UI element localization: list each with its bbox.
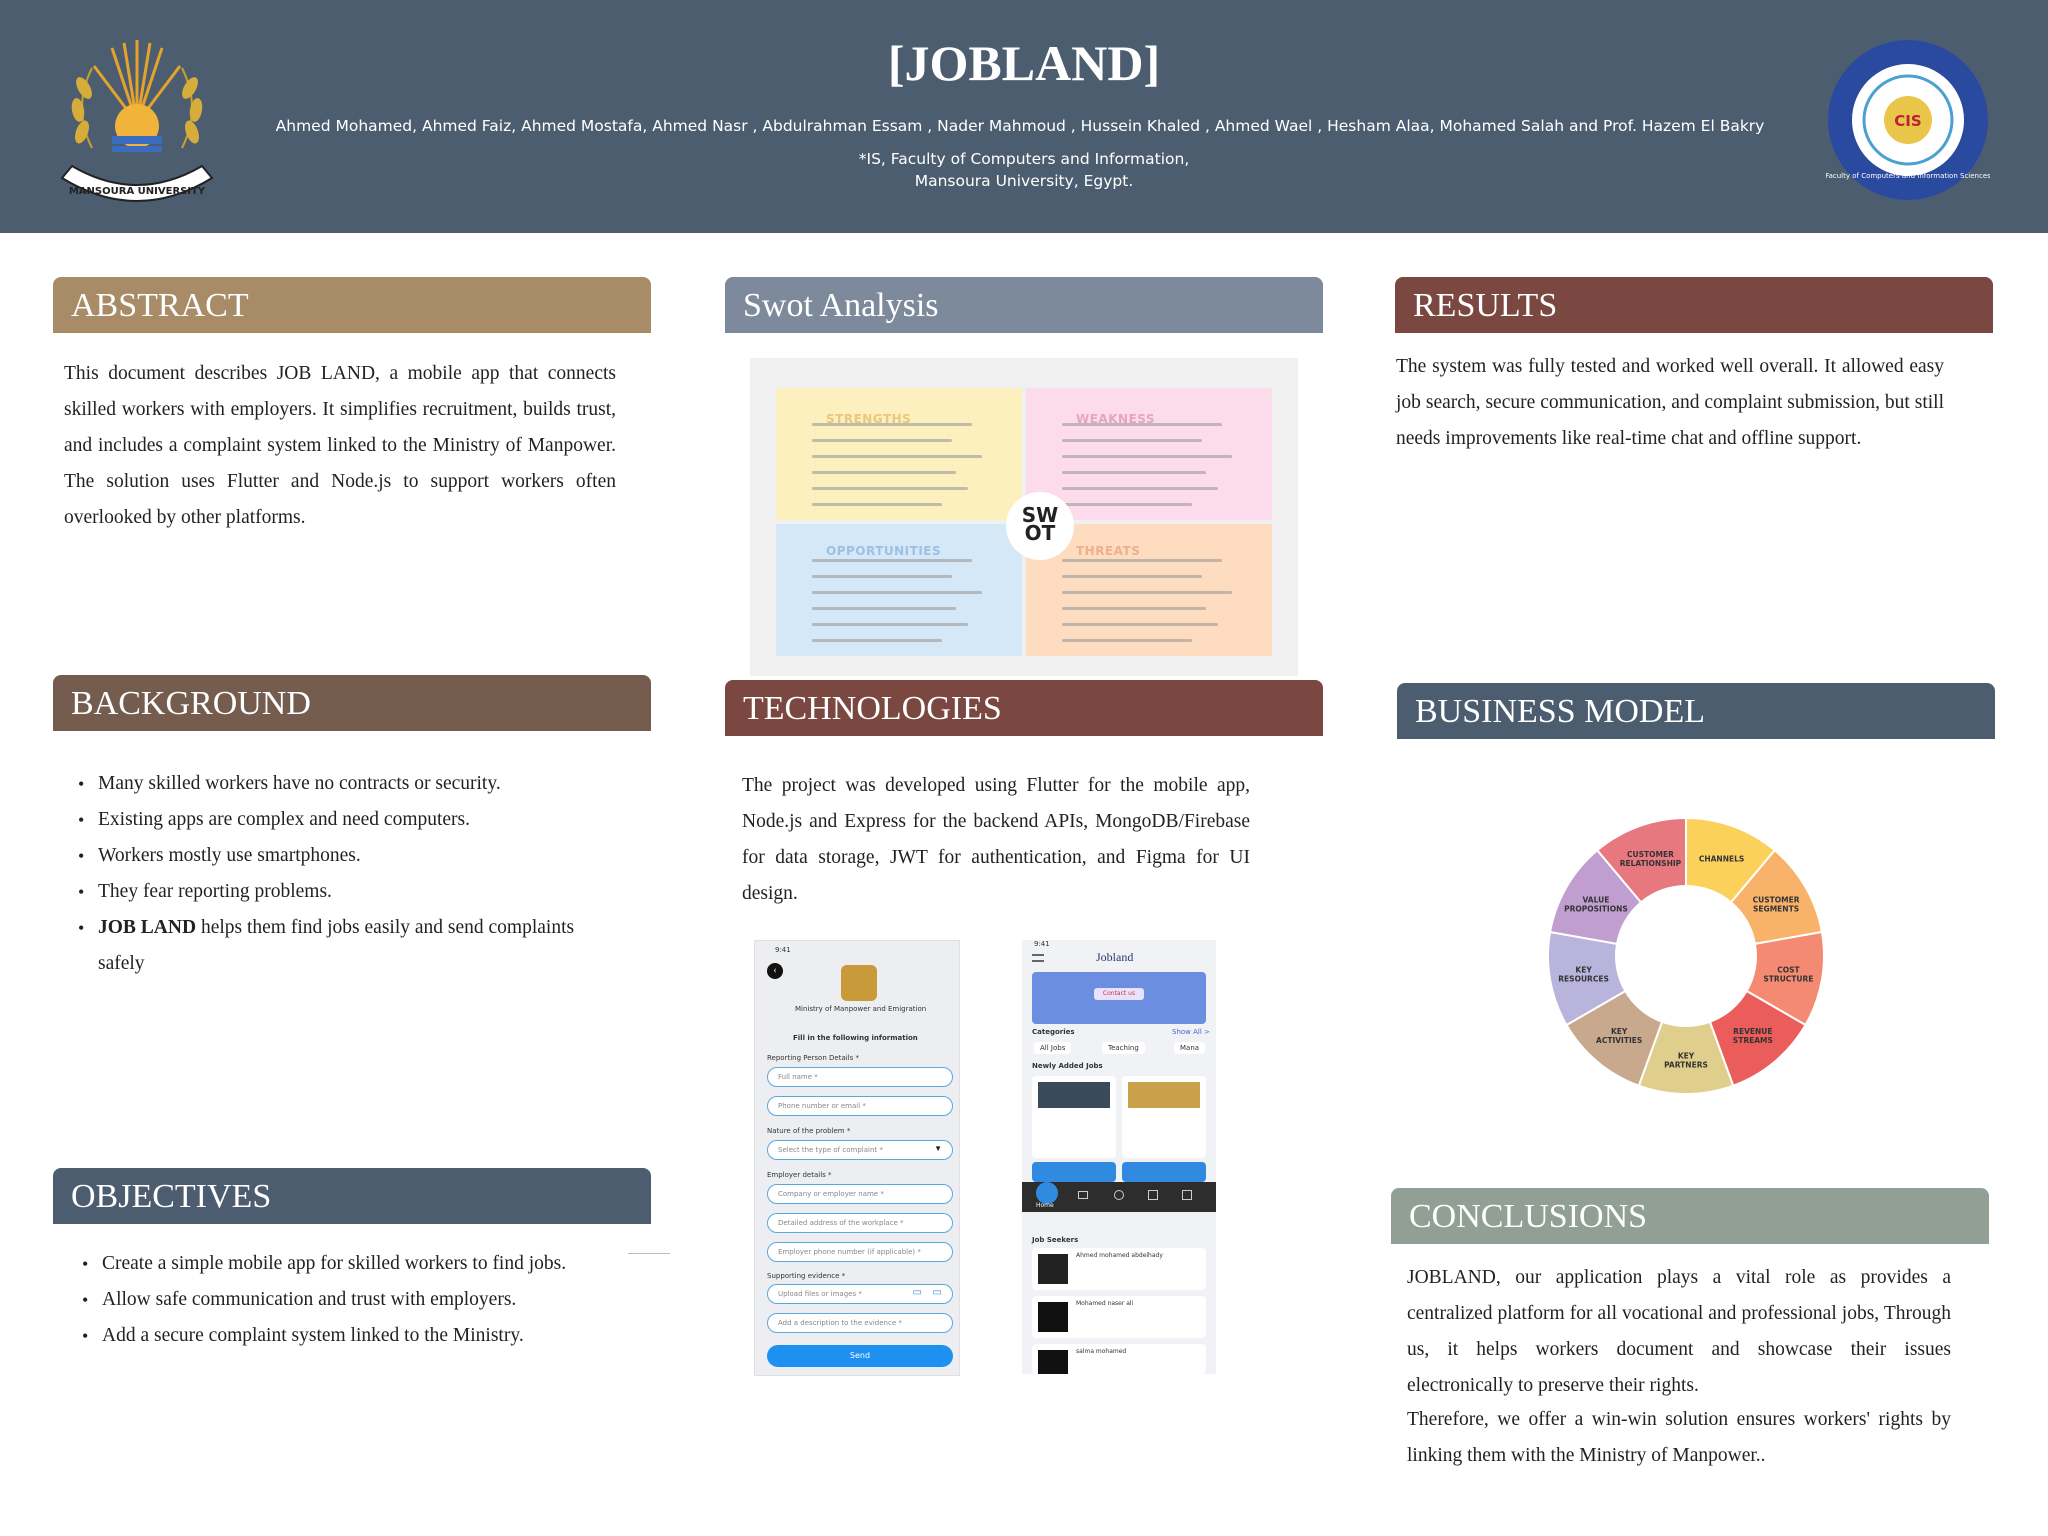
svg-text:CIS: CIS [1894,112,1922,130]
list-item: • Allow safe communication and trust with employers. [68,1282,648,1318]
wheel-segment-label: KEY RESOURCES [1558,965,1609,984]
section-label: Employer details * [767,1171,832,1179]
evidence-description-field[interactable] [767,1313,953,1333]
status-time: 9:41 [1034,940,1050,948]
profile-icon[interactable] [1182,1190,1192,1200]
category-chip[interactable]: Mana [1174,1042,1205,1054]
swot-strengths [776,388,1022,520]
newly-added-label: Newly Added Jobs [1032,1062,1103,1070]
swot-heading: Swot Analysis [725,277,1323,333]
back-icon: ‹ [767,963,783,979]
swot-center-bottom: OT [1024,521,1056,545]
field-placeholder: Phone number or email * [778,1102,866,1110]
business-model-heading: BUSINESS MODEL [1397,683,1995,739]
chevron-down-icon: ▼ [934,1144,942,1153]
upload-icon: ▭ [912,1287,922,1298]
section-label: Supporting evidence * [767,1272,846,1280]
list-item: • Workers mostly use smartphones. [64,838,624,874]
category-chip[interactable]: All Jobs [1034,1042,1071,1054]
wheel-segment-label: CHANNELS [1698,854,1745,864]
form-title: Fill in the following information [793,1034,918,1042]
job-card[interactable] [1032,1162,1116,1182]
svg-text:Faculty of Computers and Infor: Faculty of Computers and Information Sciences [1826,172,1990,180]
affiliation-line-2: Mansoura University, Egypt. [914,172,1134,190]
bottom-nav [1022,1182,1216,1212]
company-field[interactable] [767,1184,953,1204]
wheel-segment-label: KEY PARTNERS [1664,1051,1708,1070]
wheel-segment-label: VALUE PROPOSITIONS [1564,895,1628,914]
business-model-canvas-diagram [1440,776,1960,1136]
swot-opportunities-title: OPPORTUNITIES [826,544,942,558]
list-item: • Create a simple mobile app for skilled workers to find jobs. [68,1246,648,1282]
show-all-link[interactable]: Show All > [1172,1028,1210,1036]
wheel-segment-label: KEY ACTIVITIES [1596,1027,1643,1046]
poster-title: [JOBLAND] [887,35,1161,91]
app-name: Jobland [1096,950,1134,964]
seeker-name: Ahmed mohamed abdelhady [1076,1252,1163,1259]
ministry-name: Ministry of Manpower and Emigration [795,1005,927,1013]
category-chip[interactable]: Teaching [1102,1042,1145,1054]
categories-label: Categories [1032,1028,1075,1036]
affiliation-line-1: *IS, Faculty of Computers and Information, [858,150,1190,168]
author-list: Ahmed Mohamed, Ahmed Faiz, Ahmed Mostafa, Ahmed Nasr , Abdulrahman Essam , Nader Mahmoud , Hussein Khaled , Ahmed Wael , Hesham Alaa, Mohamed Salah and Prof. Hazem El Bakry [275,117,1765,135]
job-image [1038,1082,1110,1108]
wheel-segment-label: COST STRUCTURE [1763,965,1814,984]
job-seekers-label: Job Seekers [1032,1236,1079,1244]
menu-icon [1032,954,1044,962]
avatar [1038,1350,1068,1374]
background-list [64,766,624,982]
results-heading: RESULTS [1395,277,1993,333]
upload-field[interactable] [767,1284,953,1304]
job-card[interactable] [1122,1162,1206,1182]
home-icon[interactable] [1036,1182,1058,1204]
section-label: Reporting Person Details * [767,1054,859,1062]
job-image [1128,1082,1200,1108]
affiliation [0,148,2048,192]
swot-threats-title: THREATS [1076,544,1141,558]
jobland-bold: JOB LAND [98,917,197,938]
list-item: • Existing apps are complex and need computers. [64,802,624,838]
send-button[interactable]: Send [767,1345,953,1367]
job-card[interactable] [1122,1076,1206,1158]
abstract-text: This document describes JOB LAND, a mobile app that connects skilled workers with employers. It simplifies recruitment, builds trust, and includes a complaint system linked to the Ministry of Manpower. The solution uses Flutter and Node.js to support workers often overlooked by other platforms. [64,363,616,528]
home-tab-label: Home [1036,1202,1054,1209]
add-icon[interactable] [1114,1190,1124,1200]
employer-phone-field[interactable] [767,1242,953,1262]
avatar [1038,1254,1068,1284]
conclusions-heading: CONCLUSIONS [1391,1188,1989,1244]
business-model-wheel [1440,776,1960,1136]
job-card[interactable] [1032,1076,1116,1158]
field-placeholder: Detailed address of the workplace * [778,1219,904,1227]
list-item: • Add a secure complaint system linked to the Ministry. [68,1318,648,1354]
field-placeholder: Company or employer name * [778,1190,884,1198]
conclusions-text-1: JOBLAND, our application plays a vital role as provides a centralized platform for all vocational and professional jobs, Through us, it helps workers document and showcase their issues electronically to preserve their rights. [1407,1267,1951,1396]
list-item [64,910,624,982]
field-placeholder: Upload files or images * [778,1290,862,1298]
seeker-name: Mohamed naser ali [1076,1300,1134,1307]
jobs-home-screenshot [1022,940,1216,1374]
list-item-rest: helps them find jobs easily and send complaints safely [98,917,575,974]
abstract-heading: ABSTRACT [53,277,651,333]
field-placeholder: Full name * [778,1073,818,1081]
field-placeholder: Employer phone number (if applicable) * [778,1248,921,1256]
technologies-heading: TECHNOLOGIES [725,680,1323,736]
objectives-list [68,1246,648,1354]
complaint-form-screenshot [754,940,960,1376]
seeker-name: salma mohamed [1076,1348,1127,1355]
wheel-segment-label: CUSTOMER SEGMENTS [1752,895,1800,914]
field-placeholder: Select the type of complaint * [778,1146,883,1154]
results-text: The system was fully tested and worked well overall. It allowed easy job search, secure communication, and complaint submission, but still needs improvements like real-time chat and offline support. [1396,356,1944,449]
phone-field[interactable] [767,1096,953,1116]
status-time: 9:41 [775,946,791,954]
swot-weakness-title: WEAKNESS [1076,412,1156,426]
problem-select[interactable] [767,1140,953,1160]
avatar [1038,1302,1068,1332]
swot-center-top: SW [1021,503,1059,527]
briefcase-icon[interactable] [1078,1191,1088,1199]
full-name-field[interactable] [767,1067,953,1087]
document-icon[interactable] [1148,1190,1158,1200]
wheel-segment-label: CUSTOMER RELATIONSHIP [1619,849,1682,868]
field-placeholder: Add a description to the evidence * [778,1319,902,1327]
swot-diagram [750,358,1298,676]
technologies-text: The project was developed using Flutter for the mobile app, Node.js and Express for the backend APIs, MongoDB/Firebase for data storage, JWT for authentication, and Figma for UI design. [742,775,1250,904]
list-item: • They fear reporting problems. [64,874,624,910]
section-label: Nature of the problem * [767,1127,851,1135]
wheel-segment-label: REVENUE STREAMS [1732,1027,1773,1046]
seeker-card[interactable] [1032,1344,1206,1374]
contact-banner[interactable] [1032,972,1206,1024]
file-icon: ▭ [932,1287,942,1298]
list-item: • Many skilled workers have no contracts or security. [64,766,624,802]
seeker-card[interactable] [1032,1296,1206,1338]
banner-label: Contact us [1094,988,1144,1000]
background-heading: BACKGROUND [53,675,651,731]
svg-text:MANSOURA UNIVERSITY: MANSOURA UNIVERSITY [68,186,206,197]
eagle-emblem-icon [841,965,877,1001]
swot-strengths-title: STRENGTHS [826,412,912,426]
conclusions-text-2: Therefore, we offer a win-win solution ensures workers' rights by linking them with the Ministry of Manpower.. [1407,1409,1951,1466]
seeker-card[interactable] [1032,1248,1206,1290]
objectives-heading: OBJECTIVES [53,1168,651,1224]
swot-center-badge [1006,492,1074,560]
address-field[interactable] [767,1213,953,1233]
